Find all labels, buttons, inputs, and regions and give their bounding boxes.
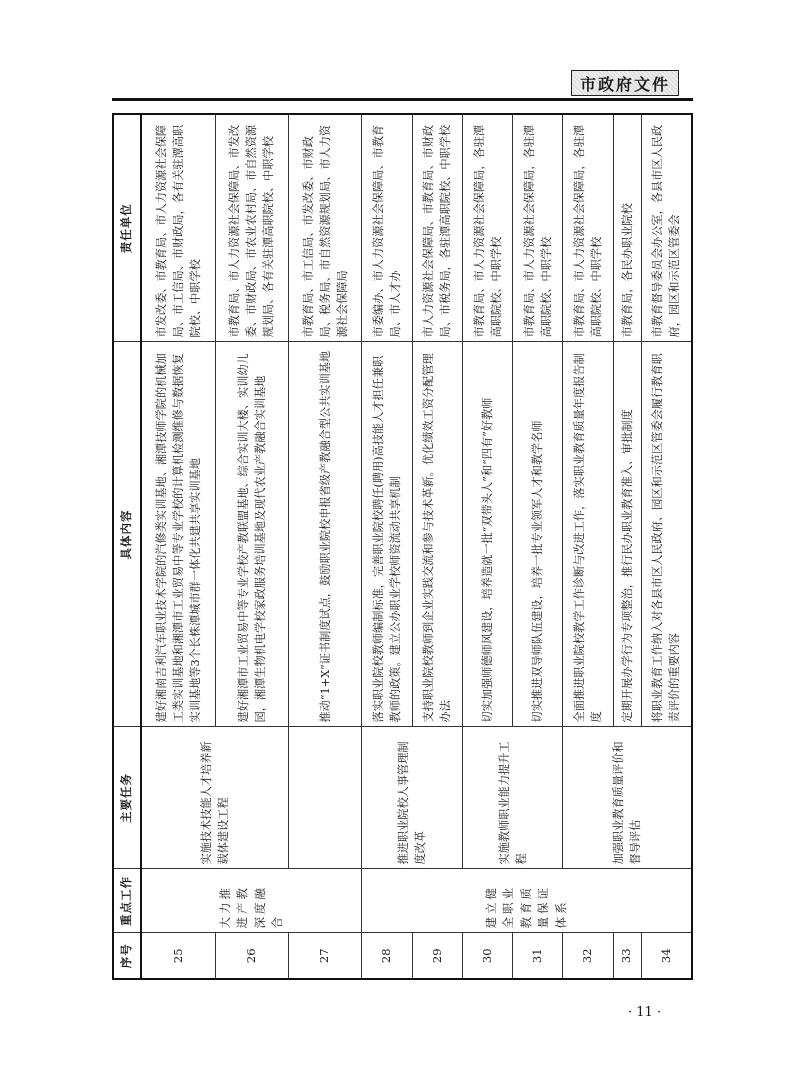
table-row [462, 114, 512, 979]
row-number: 33 [613, 933, 641, 979]
content-cell: 全面推进职业院校教学工作诊断与改进工作，落实职业教育质量年度报告制度 [563, 342, 613, 727]
responsible-unit-cell: 市人力资源社会保障局、市教育局、市财政局、市税务局，各驻潭高职院校、中职学校 [412, 114, 462, 342]
content-cell: 落实职业院校教师编制标准，完善职业院校聘任(聘用)高技能人才担任兼职教师的政策。建立公办职业学校师资流动共享机制 [362, 342, 412, 727]
content-cell: 切实推进双导师队伍建设，培养一批专业领军人才和教学名师 [513, 342, 563, 727]
task-table-wrapper [112, 115, 693, 980]
main-task-cell: 实施教师职业能力提升工程 [462, 727, 563, 869]
row-number: 32 [563, 933, 613, 979]
content-cell: 切实加强师德师风建设，培养造就一批“双带头人”和“四有”好教师 [462, 342, 512, 727]
main-task-cell: 推进职业院校人事管理制度改革 [362, 727, 463, 869]
row-number: 25 [141, 933, 215, 979]
main-task-cell: 实施技术技能人才培养新载体建设工程 [141, 727, 288, 869]
row-number: 28 [362, 933, 412, 979]
content-cell: 将职业教育工作纳入对各县市区人民政府、园区和示范区管委会履行教育职责评价的重要内容 [641, 342, 692, 727]
content-cell: 推动“1+X”证书制度试点，鼓励职业院校申报省级产教融合型公共实训基地 [288, 342, 361, 727]
content-cell: 建好湘南吉利汽车职业技术学院的汽修类实训基地、湘潭技师学院的机械加工类实训基地和湘潭市工业贸易中等专业学校的计算机检测维修与数据恢复实训基地等3个长株潭城市群一体化共建共享实训基地 [141, 342, 215, 727]
row-number: 30 [462, 933, 512, 979]
table-row [362, 114, 412, 979]
header-rule [112, 98, 693, 101]
row-number: 27 [288, 933, 361, 979]
row-number: 26 [215, 933, 288, 979]
responsible-unit-cell: 市教育局、市人力资源社会保障局、市发改委、市财政局、市农业农村局、市自然资源规划局、各有关驻潭高职院校、中职学校 [215, 114, 288, 342]
column-header-key-work: 重点工作 [113, 869, 141, 933]
responsible-unit-cell: 市发改委、市教育局、市人力资源社会保障局、市工信局、市财政局，各有关驻潭高职院校、中职学校 [141, 114, 215, 342]
content-cell: 支持职业院校教师到企业实践交流和参与技术革新。优化绩效工资分配管理办法 [412, 342, 462, 727]
row-number: 34 [641, 933, 692, 979]
table-header-row [113, 114, 141, 979]
responsible-unit-cell: 市教育局，各民办职业院校 [613, 114, 641, 342]
main-task-cell [288, 727, 361, 869]
column-header-number: 序号 [113, 933, 141, 979]
content-cell: 定期开展办学行为专项整治，推行民办职业教育准入、审批制度 [613, 342, 641, 727]
responsible-unit-cell: 市教育督导委员会办公室，各县市区人民政府，园区和示范区管委会 [641, 114, 692, 342]
row-number: 31 [513, 933, 563, 979]
key-work-cell: 建立健全职业教育质量保证体系 [362, 869, 692, 933]
table-row [141, 114, 215, 979]
content-cell: 建好湘潭市工业贸易中等专业学校产教联盟基地、综合实训大楼、实训幼儿园，湘潭生物机电学校家政服务培训基地及现代农业产教融合实训基地 [215, 342, 288, 727]
responsible-unit-cell: 市教育局、市人力资源社会保障局，各驻潭高职院校、中职学校 [462, 114, 512, 342]
table-row [563, 114, 613, 979]
responsible-unit-cell: 市委编办、市人力资源社会保障局、市教育局、市人才办 [362, 114, 412, 342]
column-header-responsible-unit: 责任单位 [113, 114, 141, 342]
table-row [288, 114, 361, 979]
page-number: · 11 · [628, 1005, 662, 1020]
column-header-content: 具体内容 [113, 342, 141, 727]
column-header-main-task: 主要任务 [113, 727, 141, 869]
row-number: 29 [412, 933, 462, 979]
document-type-badge [571, 70, 679, 96]
main-task-cell: 加强职业教育质量评价和督导评估 [563, 727, 692, 869]
key-work-cell: 大力推进产教深度融合 [141, 869, 362, 933]
document-type-label: 市政府文件 [579, 74, 670, 94]
responsible-unit-cell: 市教育局、市人力资源社会保障局，各驻潭高职院校、中职学校 [563, 114, 613, 342]
responsible-unit-cell: 市教育局、市人力资源社会保障局，各驻潭高职院校、中职学校 [513, 114, 563, 342]
rotated-page-content [112, 115, 693, 980]
responsible-unit-cell: 市教育局、市工信局、市发改委、市财政局、税务局、市自然资源规划局、市人力资源社会保障局 [288, 114, 361, 342]
task-responsibility-table [112, 113, 693, 980]
